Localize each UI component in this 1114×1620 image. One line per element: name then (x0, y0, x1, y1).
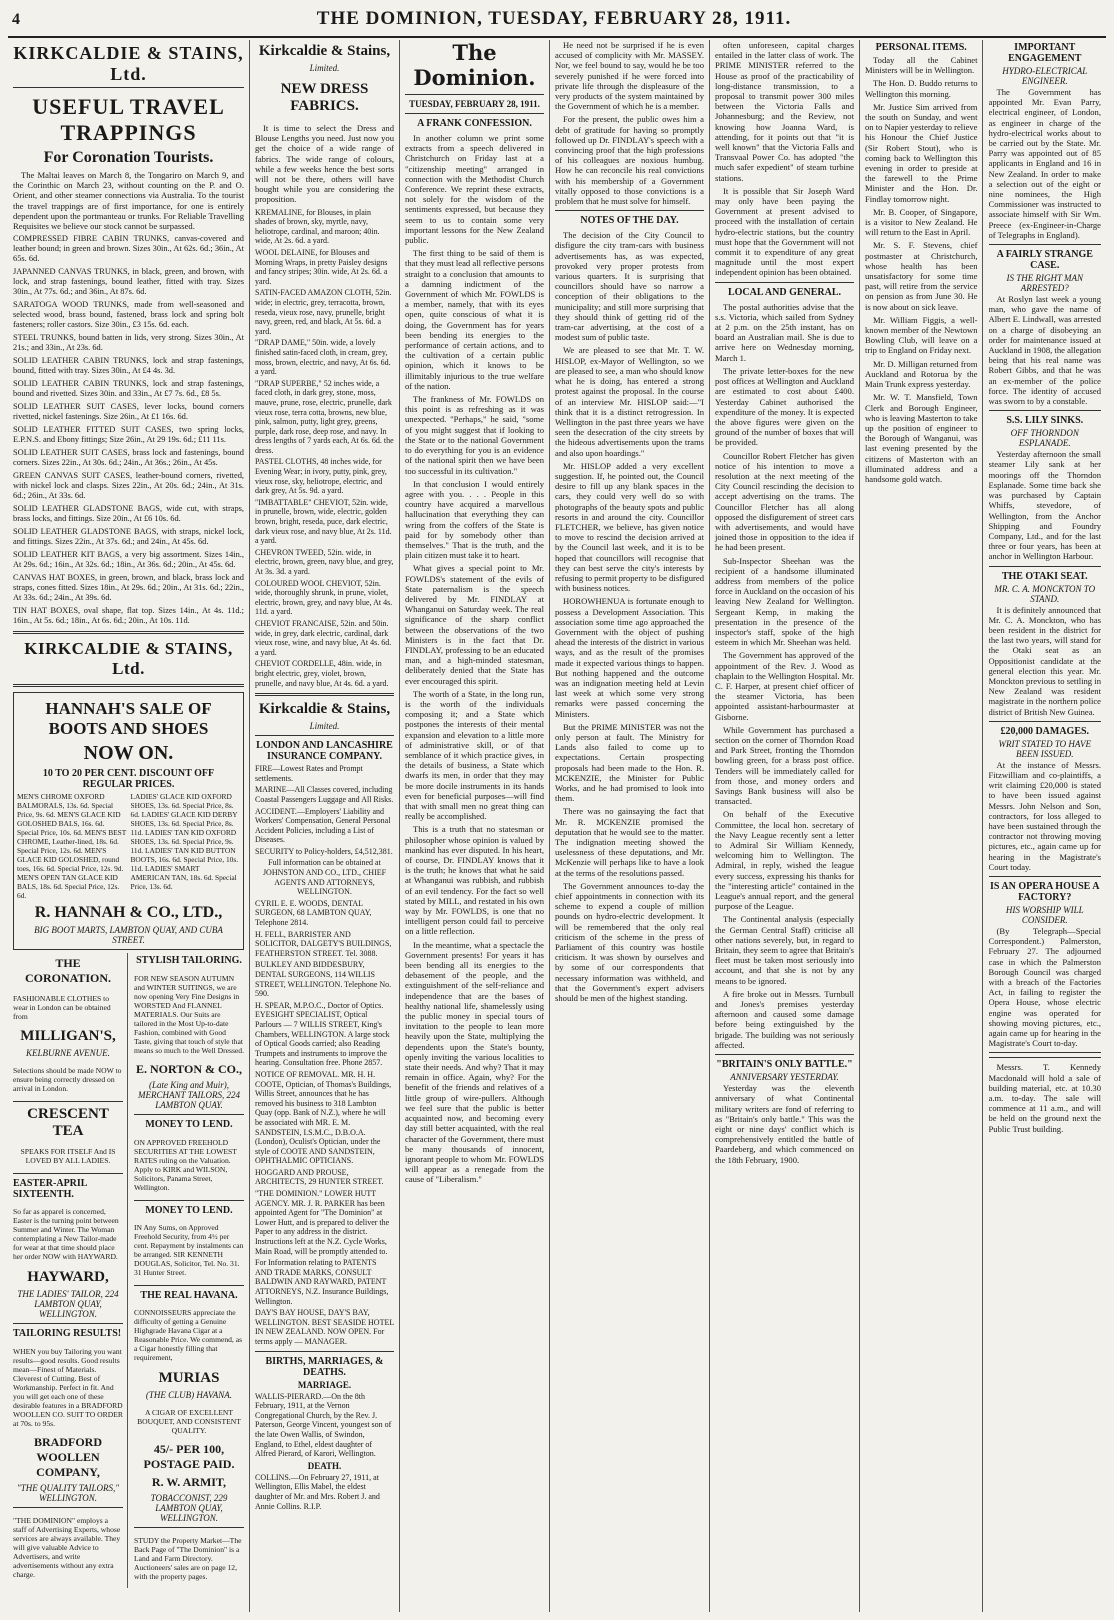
report-subhead: HYDRO-ELECTRICAL ENGINEER. (1002, 66, 1088, 86)
professional-card: H. SPEAR, M.P.O.C., Doctor of Optics. EYESIGHT SPECIALIST, Optical Parlours — 7 WILLIS STREET, King's Chambers, WELLINGTON. A large stock of Optical Goods carried; also Reading Trumpets and instruments to improve the hearing. Consultation free. Phone 2857. (255, 1000, 390, 1068)
bmd-head: BIRTHS, MARRIAGES, & DEATHS. (265, 1355, 384, 1378)
trunk-item: SOLID LEATHER SUIT CASES, brass lock and fastenings, bound corners. Sizes 22in., At 30s. 6d.; 24in., At 36s.; 26in., At 45s. (13, 448, 244, 468)
trunk-item: SOLID LEATHER GLADSTONE BAGS, wide cut, with straps, brass locks, and fittings. Size 20in., At £6 10s. 6d. (13, 504, 244, 524)
note-paragraph: The decision of the City Council to disfigure the city tram-cars with business advertisements has, as was expected, provoked very proper protests from various quarters. It is surprising that councillors should have so narrow a conception of their obligations to the municipality; and still more surprising that they should think of getting rid of the tram-car advertising, at the cost of a modest sum of public taste. (555, 230, 704, 343)
report-text: It is definitely announced that Mr. C. A. Monckton, who has been resident in the district for the last two years, will stand for the Otaki seat as an Oppositionist candidate at the general election this year. Mr. Monckton previous to settling in New Zealand was resident magistrate in the northern police district of British New Guinea. (988, 604, 1101, 717)
news-report (989, 249, 1102, 411)
personal-paragraph: Mr. B. Cooper, of Singapore, is a visitor to New Zealand. He will return to the East in April. (865, 206, 978, 238)
murias-text: A CIGAR OF EXCELLENT BOUQUET, AND CONSISTENT QUALITY. (137, 1407, 241, 1435)
column-local (710, 40, 860, 1612)
trunk-item: SOLID LEATHER KIT BAGS, a very big assortment. Sizes 14in., At 29s. 6d.; 16in., At 32s. 6d.; 18in., At 36s. 6d.; 20in., At 45s. 6d. (13, 550, 244, 570)
ad-intro: The Maltai leaves on March 8, the Tongariro on March 9, and the Corinthic on March 23, without counting on the P. and O. Orient, and other steamer connections via Australia. To the tourist the travel trappings are of first importance, for one is entirely dependent upon the portmanteau or trunks. For Reliable Travelling Requisites we believe our stock cannot be surpassed. (13, 170, 244, 232)
professional-card: NOTICE OF REMOVAL. MR. H. H. COOTE, Optician, of Thomas's Buildings, Willis Street, announces that he has removed his business to 318 Lambton Quay (opp. Bank of N.Z.), where he will be associated with MR. E. M. SANDSTEIN, I.S.M.C., D.B.O.A. (London), Oculist's Optician, under the style of COOTE AND SANDSTEIN, OPHTHALMIC OPTICIANS. (255, 1069, 392, 1166)
local-paragraph: Councillor Robert Fletcher has given notice of his intention to move a resolution at the next meeting of the City Council rescinding the decision to accept advertising on the trams. The Councillor Fletcher has all along opposed the disfigurement of street cars with advertisements, and would have joined those in opposition to the idea if he had been present. (715, 450, 854, 553)
note-paragraph: HOROWHENUA is fortunate enough to possess a Development Association. This association some time ago approached the Government with the object of pushing ahead the interests of the district in various ways, and as the result of the promises made it expected various things to happen. But nothing happened and the outcome was an indignation meeting held at Levin last week at which some very strong remarks were passed concerning the Ministers. (555, 596, 704, 719)
leader-continued (555, 40, 704, 206)
leader-paragraph: What gives a special point to Mr. FOWLDS's statement of the evils of State paternalism is the speech delivered by Mr. FINDLAY at Whanganui on Saturday week. The real significance of the sharp conflict between the observations of the two Ministers is in the fact that Dr. FINDLAY, professing to be an educated man, and a high-minded statesman, deliberately denied that the State has ever encouraged this spirit. (405, 563, 544, 686)
professional-card: For Information relating to PATENTS AND TRADE MARKS, CONSULT BALDWIN AND RAYWARD, PATENT ATTORNEYS, N.Z. Insurance Buildings, Wellington. (255, 1258, 389, 1306)
leader-paragraph: The worth of a State, in the long run, is the worth of the individuals composing it; and a State which postpones the interests of their mental expansion and elevation to a little more of administrative skill, or of that semblance of it which practice gives, in the details of business, a State which dwarfs its men, in order that they may be more docile instruments in its hands even for beneficial purposes—will find that with small men no great thing can really be accomplished. (405, 688, 544, 822)
hydro-paragraph: often unforeseen, capital charges entailed in the latter class of work. The PRIME MINISTER referred to the House as proof of the practicability of long-distance transmission, to a proposal to transmit power 300 miles between the Victoria Falls and Johannesburg; and the Review, not knowing how Joanna Ward, is attending, for it points out that "it is well known" that the Victoria Falls and Transvaal Power Co. has adopted "the much safer expedient" of steam turbine stations. (715, 40, 854, 183)
ad-subheadline: For Coronation Tourists. (43, 149, 214, 166)
local-list (715, 302, 854, 1050)
professional-card: CYRIL E. E. WOODS, DENTAL SURGEON, 68 LAMBTON QUAY, Telephone 2814. (255, 898, 372, 928)
fabric-item: CHEVIOT FRANCAISE, 52in. and 50in. wide, in grey, dark electric, cardinal, dark vieux rose, wine, and navy blue, At 4s. 6d. a yard. (255, 618, 392, 657)
mens-shoes: MEN'S CHROME OXFORD BALMORALS, 13s. 6d. Special Price, 9s. 6d. MEN'S GLACE KID GOLOSHED BALS, 16s. 6d. Special Price, 10s. 6d. MEN'S BEST CHROME, Leather-lined, 18s. 6d. Special Price, 12s. 6d. MEN'S GLACE KID GOLOSHED, round toes, 16s. 6d. Special Price, 12s. 9d. MEN'S OPEN TAN GLACE KID BALS, 18s. 6d. Special Price, 12s. 6d. (17, 792, 127, 901)
trunk-item: SOLID LEATHER CABIN TRUNKS, lock and strap fastenings, bound and rivetted. Sizes 30in. and 33in., At £7 7s. 6d., £8 5s. (13, 379, 244, 399)
fabric-intro: It is time to select the Dress and Blouse Lengths you need. Just now you get the choice of a wide range of fabrics. The wide range of colours, while a few weeks hence the best sorts will not be there, others will have bought while you are considering the proposition. (255, 123, 394, 205)
fabric-item: KREMALINE, for Blouses, in plain shades of brown, sky, myrtle, navy, heliotrope, cardinal, and maroon; 40in. wide, At 2s. 6d. a yard. (255, 207, 380, 246)
fabric-item: PASTEL CLOTHS, 48 inches wide, for Evening Wear; in ivory, putty, pink, grey, vieux rose, sky, heliotrope, electric, and dark grey, At 5s. 9d. a yard. (255, 457, 387, 496)
hayward-address: THE LADIES' TAILOR, 224 LAMBTON QUAY, WELLINGTON. (17, 1288, 119, 1319)
leader-paragraph: In another column we print some extracts from a speech delivered in Christchurch on Friday last at a "citizenship meeting" arranged in connection with the Methodist Church Conference. We reprint these extracts, not solely for the wisdom of the sentiments expressed, but because they seem to us to contain some very important lessons for the New Zealand public. (405, 133, 544, 246)
bradford: BRADFORD WOOLLEN COMPANY, (34, 1435, 102, 1480)
crescent-head: CRESCENT TEA (27, 1105, 109, 1139)
norton: E. NORTON & CO., (135, 1062, 243, 1077)
news-report (989, 415, 1102, 566)
murias-sub: (THE CLUB) HAVANA. (145, 1389, 233, 1400)
leader-paragraph: The frankness of Mr. FOWLDS on this point is as refreshing as it was unexpected. "Perhaps," he said, "some of you might suggest that if looking to the State or to the national Government to do everything for you is an evidence of the national spirit then we have been too successful in its cultivation." (405, 394, 544, 476)
report-headline: £20,000 DAMAGES. (1000, 725, 1090, 737)
havana-head: THE REAL HAVANA. (140, 1289, 238, 1301)
columns (8, 40, 1106, 1612)
insurance-head: LONDON AND LANCASHIRE INSURANCE COMPANY. (256, 740, 393, 763)
money2-head: MONEY TO LEND. (145, 1204, 233, 1216)
tailoring-text: WHEN you buy Tailoring you want results—good results. Good results mean—Finest of Materials. Cleverest of Cutting. Best of Workmanship. Perfect in fit. And you will get each one of these desirable features in a BRADFORD WOOLLEN CO. SUIT TO ORDER at 70s. to 95s. (13, 1346, 123, 1428)
column-personal (860, 40, 1106, 1612)
leader-paragraph: In the meantime, what a spectacle the Government presents! For years it has been bending all its energies to the debasement of the people, and the extinguishment of the self-reliance and independence that are the bases of healthy national life, shamelessly using the public money in special tours of invitation to the people to lean more heavily upon the State, multiplying the dependents upon the State's bounty, openly inviting the various localities to state their needs. And why? That it may remain in office. Again, why? For the benefit of the friends and relatives of a little group of wire-pullers. Although we feel sure that the public is better acquainted now, and becoming every day still better acquainted, with the real character of the Government, there must be many thousands of innocent, ignorant people to whom Mr. FOWLDS will appear as a renegade from the cause of "Liberalism." (405, 939, 544, 1185)
report-subhead: HIS WORSHIP WILL CONSIDER. (1005, 904, 1084, 925)
study-text: STUDY the Property Market—The Back Page of "The Dominion" is a Land and Farm Directory. Auctioneers' sales are on page 12, with the property pages. (134, 1535, 242, 1581)
personal-paragraph: Mr. S. F. Stevens, chief postmaster at Christchurch, whose health has been unsatisfactory for some time past, will retire from the service on pension as from June 30. He is now about on sick leave. (865, 240, 978, 312)
ladies-shoes: LADIES' GLACE KID OXFORD SHOES, 13s. 6d. Special Price, 8s. 6d. LADIES' GLACE KID DERBY SHOES, 13s. 6d. Special Price, 8s. 11d. LADIES' TAN KID OXFORD SHOES, 13s. 6d. Special Price, 9s. 11d. LADIES' TAN KID BUTTON BOOTS, 16s. 6d. Special Price, 10s. 11d. LADIES' SMART AMERICAN TAN, 18s. 6d. Special Price, 13s. 6d. (130, 792, 239, 892)
personal-paragraph: Mr. Justice Sim arrived from the south on Sunday, and went on to Napier yesterday to relieve his Honour the Chief Justice (Sir Robert Stout), who is coming back to Wellington this evening in order to preside at the farewell to the Prime Minister and the Hon. Dr. Findlay tomorrow night. (865, 101, 978, 204)
personal-list (865, 55, 978, 484)
fabric-item: "IMBATTABLE" CHEVIOT, 52in. wide, in prunelle, brown, wide, electric, golden brown, bright, reseda, puce, dark electric, dark vieux rose, and navy blue, At 2s. 11d. a yard. (255, 497, 392, 546)
fabric-item: "DRAP DAME," 50in. wide, a lovely finished satin-faced cloth, in cream, grey, moss, brown, electric, and navy, At 6s. 6d. a yard. (255, 338, 391, 377)
leader-paragraph: For the present, the public owes him a debt of gratitude for having so promptly followed up Dr. FINDLAY's speech with a convincing proof that the high professions of his colleagues are noxious humbug. How he can reconcile his real convictions with his membership of a Government vitally opposed to those convictions is a problem that he must solve for himself. (555, 114, 704, 207)
money-text: ON APPROVED FREEHOLD SECURITIES AT THE LOWEST RATES ruling on the Valuation. Apply to KIRK and WILSON, Solicitors, Panama Street, Wellington. (134, 1138, 237, 1192)
insurance-line: SECURITY to Policy-holders, £4,512,381. (255, 846, 393, 856)
ad-brand-2: KIRKCALDIE & STAINS, Ltd. (24, 639, 233, 679)
report-headline: THE OTAKI SEAT. (1001, 570, 1088, 582)
note-paragraph: We are pleased to see that Mr. T. W. HISLOP, ex-Mayor of Wellington, so we are pleased to see, a man who should know what he is doing, has entered a strong protest against the proposal. In the course of an interview Mr. HISLOP said:—"I think that it is a distinct retrogression. In Wellington in the past three years we have seen the desecration of the city streets by the hideous advertisements upon the trams and also upon hoardings." (555, 345, 704, 458)
trunk-item: COMPRESSED FIBRE CABIN TRUNKS, canvas-covered and leather bound; in green and brown. Sizes 30in., At 62s. 6d.; 36in., At 65s. 6d. (13, 234, 244, 264)
money-head: MONEY TO LEND. (145, 1119, 233, 1131)
battle-sub: ANNIVERSARY YESTERDAY. (730, 1072, 839, 1083)
professional-card: H. FELL, BARRISTER AND SOLICITOR, DALGETY'S BUILDINGS, FEATHERSTON STREET. Tel. 3088. (255, 929, 392, 958)
murias-price: 45/- PER 100, POSTAGE PAID. (143, 1442, 235, 1472)
trunk-item: TIN HAT BOXES, oval shape, flat top. Sizes 14in., At 4s. 11d.; 16in., At 5s. 6d.; 18in., At 6s. 6d.; 20in., At 10s. 11d. (13, 606, 244, 626)
crescent-text: SPEAKS FOR ITSELF And IS LOVED BY ALL LADIES. (20, 1147, 116, 1166)
news-report (989, 42, 1102, 245)
professional-card: BULKLEY AND BIDDESBURY, DENTAL SURGEONS, 114 WILLIS STREET, WELLINGTON. Telephone No. 590. (255, 960, 392, 999)
local-paragraph: While Government has purchased a section on the corner of Thorndon Road and Park Street, fronting the Thorndon bowling green, for a brass post office. Tenders will be immediately called for from those, and money orders and Savings Bank business will also be transacted. (715, 724, 854, 807)
trunk-item: SOLID LEATHER GLADSTONE BAGS, with straps, nickel lock, and fittings. Sizes 22in., At 37s. 6d.; and 24in., At 45s. 6d. (13, 527, 244, 547)
report-subhead: IS THE RIGHT MAN ARRESTED? (1006, 273, 1084, 294)
dateline: TUESDAY, FEBRUARY 28, 1911. (409, 99, 540, 109)
hayward: HAYWARD, (27, 1268, 109, 1285)
milligans-text: Selections should be made NOW to ensure being correctly dressed on arrival in London. (13, 1066, 122, 1093)
note-paragraph: But the PRIME MINISTER was not the only person at fault. The Ministry for Lands also failed to come up to expectations. Certain prospecting proposals had been made to the Hon. R. MCKENZIE, the Minister for Public Works, and he had promised to look into them. (555, 721, 704, 804)
fabric-item: "DRAP SUPERBE," 52 inches wide, a faced cloth, in dark grey, stone, moss, mauve, prune, rose, electric, prunelle, dark vieux rose, terra cotta, browns, new blue, pink, salmon, putty, light grey, greens, purple, dark rose, deep rose, and navy. In dress lengths of 7 yards each, At 6s. 6d. the dress. (255, 378, 394, 455)
column-editorial (400, 40, 550, 1612)
news-reports (989, 40, 1102, 1612)
report-subhead: MR. C. A. MONCKTON TO STAND. (994, 583, 1096, 604)
hannah-firm: R. HANNAH & CO., LTD., (34, 904, 223, 922)
news-report (989, 571, 1102, 722)
insurance-list (255, 764, 394, 856)
coronation-head: THE CORONATION. (24, 956, 112, 986)
leader-paragraph: The first thing to be said of them is that they must lead all reflective persons straight to a conclusion that amounts to a damning indictment of the Government of which Mr. FOWLDS is a member, namely, that with its eyes open, quite conscious of what it is doing, the Government has for years been bending its energies to the performance of certain actions, and to the cultivation of a certain public opinion, which it knows to be illimitably injurious to the true welfare of the nation. (405, 248, 544, 391)
stylish-text: FOR NEW SEASON AUTUMN and WINTER SUITINGS, we are now opening Very Fine Designs in WORSTED And FLANNEL MATERIALS. Our Suits are tailored in the Most Up-to-date Fashion, combined with Good Taste, giving that touch of style that means so much to the Well Dressed. (134, 973, 244, 1055)
fabric-item: WOOL DELAINE, for Blouses and Morning Wraps, in pretty Paisley designs and fancy stripes; 30in. wide, At 2s. 6d. a yard. (255, 248, 388, 286)
marriage-notice: WALLIS-PIERARD.—On the 8th February, 1911, at the Vernon Congregational Church, by the Rev. J. Paterson, George Vincent, youngest son of the late Owen Wallis, of Swindon, England, to Ethel, eldest daughter of Alfred Pierard, of Karori, Wellington. (255, 1391, 392, 1459)
fabric-item: CHEVIOT CORDELLE, 48in. wide, in bright electric, grey, violet, brown, prunelle, and navy blue, At 4s. 6d. a yard. (255, 659, 389, 688)
local-paragraph: Sub-Inspector Sheehan was the recipient of a handsome illuminated address from members of the police force in Auckland on the occasion of his leaving New Zealand for Wellington. Sergeant Kemp, in making the presentation in the presence of the inspector's staff, spoke of the high esteem in which Mr. Sheehan was held. (715, 555, 854, 648)
marriage-head: MARRIAGE. (297, 1379, 352, 1390)
tailoring-column (134, 953, 244, 1588)
leader-paragraph: In that conclusion I would entirely agree with you. . . . People in this country have acquired a marvellous hallucination that everything they can wring from the coffers of the State is paid for by somebody other than themselves." That is the truth, and the plain citizen must take it to heart. (405, 478, 544, 561)
battle-head: "BRITAIN'S ONLY BATTLE." (716, 1059, 853, 1071)
hannah-discount: 10 TO 20 PER CENT. DISCOUNT OFF REGULAR PRICES. (42, 768, 215, 791)
fabric-item: SATIN-FACED AMAZON CLOTH, 52in. wide; in electric, grey, terracotta, brown, reseda, vieux rose, navy, prunelle, bright navy, green, red, and black, At 5s. 6d. a yard. (255, 288, 392, 336)
hydro-paragraph: It is possible that Sir Joseph Ward may only have been paying the Government at present advised to proceed with the installation of certain hydro-electric stations, but the country must hope that the Government will not commit it to expenditure of any great magnitude until the most expert independent opinion has been obtained. (715, 185, 854, 278)
trunk-item: SOLID LEATHER CABIN TRUNKS, lock and strap fastenings, bound, fitted with tray. Sizes 30in., At £4 4s. 3d. (13, 356, 244, 376)
insurance-line: MARINE—All Classes covered, including Coastal Passengers Luggage and All Risks. (255, 785, 394, 804)
personal-paragraph: Mr. William Figgis, a well-known member of the Newtown Bowling Club, will leave on a trip to England on Friday next. (865, 314, 978, 356)
masthead-title: THE DOMINION, TUESDAY, FEBRUARY 28, 1911. (316, 8, 792, 29)
news-report (989, 726, 1102, 877)
fabric-headline: NEW DRESS FABRICS. (280, 81, 369, 114)
trunk-list (13, 234, 244, 626)
personal-head: PERSONAL ITEMS. (875, 42, 967, 53)
local-paragraph: On behalf of the Executive Committee, the local hon. secretary of the Navy League recently sent a letter to Admiral Sir William Kennedy, welcoming him to Wellington. The Admiral, in reply, wished the league every success, expressing his thanks for the "interesting article" contained in the League's annual report, and the general purpose of the League. (715, 809, 854, 912)
local-paragraph: The private letter-boxes for the new post offices at Wellington and Auckland are estimated to cost about £400. Yesterday Cabinet authorised the expenditure of the money. It is expected the above figures were given on the ground of the number of boxes that will be provided. (715, 365, 854, 448)
insurance-line: FIRE—Lowest Rates and Prompt settlements. (255, 764, 363, 783)
report-headline: A FAIRLY STRANGE CASE. (996, 249, 1093, 272)
leader-paragraph: This is a truth that no statesman or philosopher whose opinion is valued by mankind has ever disputed. In his heart, of course, Dr. FINDLAY knows that it is the truth; he knows that what he said at Whanganui was rubbish, and rubbish of an evil tendency. For the fact so well stated by MILL, and restated in his own way by Mr. FOWLDS, is one that no intelligent person could fail to perceive on a little reflection. (405, 824, 544, 937)
professional-card: DAY'S BAY HOUSE, DAY'S BAY, WELLINGTON. BEST SEASIDE HOTEL IN NEW ZEALAND. NOW OPEN. For terms apply — MANAGER. (255, 1308, 394, 1346)
leader-article (405, 133, 544, 1185)
fabric-list (255, 208, 394, 689)
personal-paragraph: The Hon. D. Buddo returns to Wellington this morning. (865, 78, 978, 99)
report-list (989, 42, 1102, 1053)
battle-text: Yesterday was the eleventh anniversary of what Continental military writers are fond of referring to as "Britain's only battle." This was the eight or nine days' conflict which is comprehensively entitled the battle of Paardeberg, and which commenced on the 18th February, 1900. (715, 1083, 854, 1165)
hannah-now-on: NOW ON. (83, 742, 174, 765)
trunk-item: STEEL TRUNKS, bound batten in lids, very strong. Sizes 30in., At 21s.; and 33in., At 23s. 6d. (13, 333, 244, 353)
hannah-address: BIG BOOT MARTS, LAMBTON QUAY, AND CUBA STREET. (34, 925, 223, 946)
insurance-footer: Full information can be obtained at JOHNSTON AND CO., LTD., CHIEF AGENTS AND ATTORNEYS, WELLINGTON. (262, 858, 387, 897)
tailoring-head: TAILORING RESULTS! (13, 1327, 122, 1339)
report-headline: IS AN OPERA HOUSE A FACTORY? (990, 880, 1100, 903)
local-paragraph: The Continental analysis (especially the German Central Staff) criticise all other nations severely, but, in regard to Britain, they seem to agree that Britain's fleet must be taken most seriously into account, and that she is not by any means to be ignored. (715, 914, 854, 986)
fabric-brand: Kirkcaldie & Stains, (258, 43, 391, 59)
fabric-item: COLOURED WOOL CHEVIOT, 52in. wide, thoroughly shrunk, in prune, violet, electric, brown, grey, and navy blue, At 4s. 11d. a yard. (255, 578, 393, 617)
note-paragraph: There was no gainsaying the fact that Mr. R. MCKENZIE promised the deputation that he would see to the matter. The indignation meeting showed the uselessness of these deputations, and Mr. McKenzie will perhaps like to have a look at the terms of the resolutions passed. (555, 806, 704, 878)
professional-card: HOGGARD AND PROUSE, ARCHITECTS, 29 HUNTER STREET. (255, 1167, 384, 1187)
report-headline: IMPORTANT ENGAGEMENT (1008, 42, 1082, 64)
shoe-price-grid (17, 792, 240, 900)
personal-items (865, 40, 983, 1612)
armit: R. W. ARMIT, (151, 1475, 227, 1490)
professional-cards (255, 899, 394, 1347)
report-subhead: OFF THORNDON ESPLANADE. (1010, 428, 1079, 449)
armit-address: TOBACCONIST, 229 LAMBTON QUAY, WELLINGTON. (150, 1493, 228, 1524)
murias: MURIAS (158, 1369, 220, 1386)
report-subhead: WRIT STATED TO HAVE BEEN ISSUED. (998, 738, 1091, 759)
insurance-line: ACCIDENT.—Employers' Liability and Workers' Compensation, General Personal Accident Policies, including a List of Diseases. (255, 806, 391, 845)
leader-paragraph: He need not be surprised if he is even accused of complicity with Mr. MASSEY. Nor, we feel bound to say, would he be too severely punished if he were forced into private life through the displeasure of the very products of the system maintained by the Government of which he is a member. (555, 40, 704, 112)
notes-list (555, 230, 704, 1003)
personal-paragraph: Mr. D. Milligan returned from Auckland and Rotorua by the Main Trunk express yesterday. (865, 358, 978, 390)
column-ads-left (8, 40, 250, 1612)
report-text: At the instance of Messrs. Fitzwilliam and co-plaintiffs, a writ claiming £20,000 is stated to have been issued against Messrs. John Nelson and Son, contractors, for loss alleged to have been sustained through the contractor not throwing moving pictures, etc., again came up for hearing in the Magistrate's Court today. (988, 759, 1101, 872)
report-text: (By Telegraph—Special Correspondent.) Palmerston, February 27. The adjourned case in which the Palmerston Borough Council was charged with a breach of the Factories Act, in failing to register the Opera House, whose electric engine was operated for showing moving pictures, etc., again came up for hearing in the Magistrate's Court to-day. (988, 925, 1101, 1049)
personal-paragraph: Mr. W. T. Mansfield, Town Clerk and Borough Engineer, who is leaving Masterton to take up the position of engineer to the Borough of Wanganui, was last evening presented by the citizens of Masterton with an illuminated address and a handsome gold watch. (865, 392, 978, 484)
coronation-text: FASHIONABLE CLOTHES to wear in London can be obtained from (13, 993, 111, 1021)
note-paragraph: The Government announces to-day the chief appointments in connection with its scheme to expend a couple of million pounds on hydro-electric development. It will be remembered that the only real criticism of the scheme in the press of Parliament of this country was hostile criticism. It was shown by ourselves and by some of our correspondents that necessary information was withheld, and that the Government's expert advisers should be men of the highest standing. (555, 880, 704, 1004)
personal-paragraph: Today all the Cabinet Ministers will be in Wellington. (865, 55, 978, 76)
milligans-address: KELBURNE AVENUE. (26, 1048, 110, 1059)
nameplate: The Dominion. (413, 40, 536, 90)
death-head: DEATH. (307, 1460, 342, 1471)
trunk-item: GREEN CANVAS SUIT CASES, leather-bound corners, rivetted, with nickel lock and clasps. Sizes 22in., At 20s. 6d.; 24in., At 31s. 6d.; 26in., At 33s. 6d. (13, 471, 244, 501)
trunk-item: SOLID LEATHER FITTED SUIT CASES, two spring locks, E.P.N.S. and Ebony fittings; Size 26in., At 29 19s. 6d.; £11 11s. (13, 425, 244, 445)
death-notice: COLLINS.—On February 27, 1911, at Wellington, Ellis Mabel, the eldest daughter of Mr. and Mrs. Robert J. and Annie Collins. R.I.P. (255, 1472, 380, 1511)
local-head: LOCAL AND GENERAL. (727, 286, 842, 298)
fabric-brand-2: Kirkcaldie & Stains, (258, 701, 391, 718)
notes-head: NOTES OF THE DAY. (580, 215, 679, 227)
fabric-limited: Limited. (309, 63, 340, 73)
professional-card: "THE DOMINION." LOWER HUTT AGENCY. MR. J. R. PARKER has been appointed Agent for "The Dominion" at Lower Hutt, and is prepared to deliver the Paper to any address in the district. Instructions left at the N.Z. Cycle Works, Main Road, will be promptly attended to. (255, 1189, 390, 1256)
money2-text: IN Any Sums, on Approved Freehold Security, from 4½ per cent. Repayment by instalments can be arranged. SIR KENNETH DOUGLAS, Solicitor, Tel. No. 31. 31 Hunter Street. (134, 1223, 244, 1278)
easter-head: EASTER-APRIL SIXTEENTH. (13, 1177, 87, 1200)
trunk-item: CANVAS HAT BOXES, in green, brown, and black, brass lock and straps, cones fitted. Sizes 18in., At 29s. 6d.; 20in., At 31s. 6d.; 22in., At 33s. 6d.; 24in., At 39s. 6d. (13, 573, 244, 603)
bradford-address: "THE QUALITY TAILORS," WELLINGTON. (16, 1483, 120, 1504)
easter-text: So far as apparel is concerned, Easter is the turning point between Summer and Winter. The Woman contemplating a New Tailor-made for wear at that time should place her order NOW with HAYWARD. (13, 1207, 119, 1262)
column-fabrics (250, 40, 400, 1612)
hannah-headline: HANNAH'S SALE OF BOOTS AND SHOES (45, 699, 212, 739)
ad-brand: KIRKCALDIE & STAINS, Ltd. (13, 43, 244, 88)
page-number: 4 (12, 11, 20, 28)
trunk-item: SARATOGA WOOD TRUNKS, made from well-seasoned and selected wood, brass bound, fastened, brass lock and spring bolt fasteners; roller castors. Size 30in., £3 15s. 6d. each. (13, 300, 244, 330)
havana-text: CONNOISSEURS appreciate the difficulty of getting a Genuine Highgrade Havana Cigar at a Reasonable Price. We commend, as a Cigar honestly filling that requirement, (134, 1308, 243, 1363)
coronation-ad (13, 953, 128, 1588)
local-paragraph: A fire broke out in Messrs. Turnbull and Jones's premises yesterday afternoon and caused some damage before being extinguished by the brigade. The building was not seriously affected. (715, 988, 854, 1050)
stylish-head: STYLISH TAILORING. (136, 955, 242, 967)
newspaper-page (8, 8, 1106, 1612)
trunk-item: JAPANNED CANVAS TRUNKS, in black, green, and brown, with lock, and strap fastenings, bound leather, fitted with tray. Sizes 30in., At 77s. 6d.; and 36in., At 87s. 6d. (13, 267, 244, 297)
column-notes (550, 40, 710, 1612)
sale-notice: Messrs. T. Kennedy Macdonald will hold a sale of building material, etc. at 10.30 a.m. to-day. The sale will commence at 11 a.m., and will be held on the ground next the Public Trust building. (988, 1062, 1101, 1134)
local-paragraph: The postal authorities advise that the s.s. Victoria, which sailed from Sydney at 2 p.m. on the 25th instant, has on board an Australian mail. She is due to arrive here on Wednesday morning, March 1. (715, 301, 854, 363)
trunk-item: SOLID LEATHER SUIT CASES, lever locks, bound corners rivetted, nickel fastenings. Size 26in., At £1 16s. 6d. (13, 402, 244, 422)
local-paragraph: The Government has approved of the appointment of the Rev. J. Wood as chaplain to the Wellington Hospital. Mr. C. F. Harper, at present chief officer of the steamer Victoria, has been appointed assistant-harbourmaster at Gisborne. (715, 650, 854, 722)
leader-head: A FRANK CONFESSION. (417, 118, 532, 129)
milligans: MILLIGAN'S, (20, 1028, 116, 1045)
hannah-ad (13, 692, 244, 950)
note-paragraph: Mr. HISLOP added a very excellent suggestion. If, he pointed out, the Council desire to fill up any blank spaces in the cars, they could very well do so with photographs of the beauty spots and public resorts in and around the city. Councillor FLETCHER, we believe, has given notice to move to rescind the decision arrived at by the Council last week, and it is to be hoped that councillors will recognise that they can best serve the city's interests by refusing to permit property to be disfigured with business notices. (555, 460, 704, 594)
dominion-note: "THE DOMINION" employs a staff of Advertising Experts, whose services are always available. They will give valuable Advice to Advertisers, and write advertisements without any extra charge. (13, 1515, 121, 1579)
fabric-limited-2: Limited. (309, 721, 340, 732)
report-text: Yesterday afternoon the small steamer Lily sank at her moorings off the Thorndon Esplanade. Some time back she was purchased by Captain Whiffs, stevedore, of Wellington, from the Anchor Shipping and Foundry Company, Ltd., and for the last three or four years, has been at anchor in Wellington Harbour. (988, 449, 1101, 562)
masthead (8, 8, 1106, 38)
report-text: The Government has appointed Mr. Evan Parry, electrical engineer, of London, as engineer in charge of the hydro-electrical works about to be carried out by the State. Mr. Parry was appointed out of 85 applicants in England and 16 in New Zealand. In order to make a selection out of the eight or nine nominees, the High Commissioner was instructed to associate himself with Sir Wm. Preece (ex-Engineer-in-Charge of Telegraphs in England). (988, 87, 1101, 240)
norton-address: (Late King and Muir), MERCHANT TAILORS, 224 LAMBTON QUAY. (138, 1080, 240, 1111)
fabric-item: CHEVRON TWEED, 52in. wide, in electric, brown, green, navy blue, and grey, At 3s. 3d. a yard. (255, 547, 394, 576)
report-text: At Roslyn last week a young man, who gave the name of Albert E. Lindwall, was arrested on a charge of disobeying an order for maintenance issued at Auckland in 1908, the allegation being that his real name was Robert Gibbs, and that he was an ex-member of the police force. The identity of accused was sworn to by a constable. (988, 294, 1101, 407)
ad-headline: USEFUL TRAVEL TRAPPINGS (32, 94, 225, 145)
news-report (989, 881, 1102, 1053)
hydro-continued (715, 40, 854, 278)
report-headline: S.S. LILY SINKS. (1006, 415, 1084, 427)
